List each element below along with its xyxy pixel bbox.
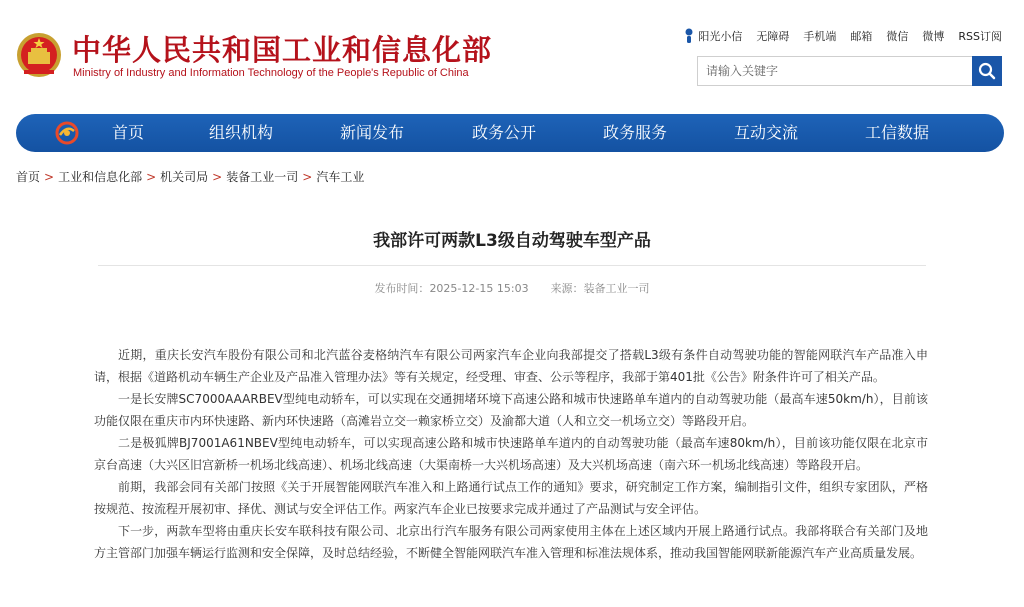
top-link-mail[interactable]: 邮箱: [850, 30, 873, 43]
breadcrumb-auto-industry[interactable]: 汽车工业: [316, 170, 365, 184]
site-logo-subtitle[interactable]: Ministry of Industry and Information Technology of the People's Republic of China: [73, 67, 469, 79]
nav-item-government-affairs[interactable]: 政务公开: [472, 123, 537, 142]
search-input[interactable]: [697, 56, 973, 86]
nav-item-interaction[interactable]: 互动交流: [734, 123, 799, 142]
breadcrumb-ministry[interactable]: 工业和信息化部: [58, 170, 143, 184]
breadcrumb-separator: >: [212, 170, 223, 184]
top-link-weibo[interactable]: 微博: [922, 30, 945, 43]
breadcrumb-separator: >: [44, 170, 55, 184]
top-links: [684, 28, 1002, 44]
article-paragraph: 一是长安牌SC7000AAARBEV型纯电动轿车，可以实现在交通拥堵环境下高速公路和城市快速路单车道内的自动驾驶功能（最高车速50km/h），目前该功能仅限在重庆市内环快速路、新内环快速路（高滩岩立交一赖家桥立交）及渝都大道（人和立交一机场立交）等路段开启。: [94, 392, 928, 428]
article-meta: [0, 280, 1024, 296]
breadcrumb-separator: >: [302, 170, 313, 184]
publish-time: 2025-12-15 15:03: [429, 282, 529, 295]
breadcrumb-separator: >: [146, 170, 157, 184]
article-title: 我部许可两款L3级自动驾驶车型产品: [373, 231, 651, 251]
nav-item-organization[interactable]: 组织机构: [209, 123, 274, 142]
article-body: [94, 344, 928, 564]
article-paragraph: 近期，重庆长安汽车股份有限公司和北汽蓝谷麦格纳汽车有限公司两家汽车企业向我部提交了搭载L3级有条件自动驾驶功能的智能网联汽车产品准入申请，根据《道路机动车辆生产企业及产品准入管理办法》等有关规定，经受理、审查、公示等程序，我部于第401批《公告》附条件许可了相关产品。: [94, 348, 928, 384]
breadcrumb-equipment-dept[interactable]: 装备工业一司: [226, 170, 299, 184]
article-paragraph: 前期，我部会同有关部门按照《关于开展智能网联汽车准入和上路通行试点工作的通知》要求，研究制定工作方案，编制指引文件，组织专家团队，严格按规范、按流程开展初审、择优、测试与安全评估工作。两家汽车企业已按要求完成并通过了产品测试与安全评估。: [94, 480, 928, 516]
sunshine-mascot-icon: [684, 28, 694, 44]
breadcrumb-home[interactable]: 首页: [16, 170, 41, 184]
top-link-sunshine[interactable]: [684, 28, 742, 44]
article-paragraph: 下一步，两款车型将由重庆长安车联科技有限公司、北京出行汽车服务有限公司两家使用主体在上述区域内开展上路通行试点。我部将联合有关部门及地方主管部门加强车辆运行监测和安全保障，及时总结经验，不断健全智能网联汽车准入管理和标准法规体系，推动我国智能网联新能源汽车产业高质量发展。: [94, 524, 928, 560]
source-value: 装备工业一司: [583, 282, 650, 295]
top-link-wechat[interactable]: 微信: [886, 30, 909, 43]
breadcrumb: [16, 168, 364, 185]
main-nav: [16, 114, 1004, 152]
site-logo-title[interactable]: 中华人民共和国工业和信息化部: [72, 33, 493, 67]
top-link-rss[interactable]: RSS订阅: [958, 30, 1002, 43]
title-divider: [98, 265, 926, 266]
publish-label: 发布时间：: [374, 282, 430, 295]
search-button[interactable]: [972, 56, 1002, 86]
national-emblem-icon: [16, 30, 62, 80]
article-paragraph: 二是极狐牌BJ7001A61NBEV型纯电动轿车，可以实现高速公路和城市快速路单车道内的自动驾驶功能（最高车速80km/h），目前该功能仅限在北京市京台高速（大兴区旧宫新桥一机场北线高速）、机场北线高速（大渠南桥一大兴机场高速）及大兴机场高速（南六环一机场北线高速）等路段开启。: [94, 436, 928, 472]
site-header: [0, 0, 1024, 110]
nav-item-data[interactable]: 工信数据: [865, 123, 930, 142]
miit-logo-icon: [54, 121, 80, 145]
top-link-label: 阳光小信: [698, 30, 743, 43]
nav-item-home[interactable]: 首页: [112, 123, 145, 142]
nav-item-services[interactable]: 政务服务: [603, 123, 668, 142]
top-link-mobile[interactable]: 手机端: [803, 30, 837, 43]
source-label: 来源：: [550, 282, 584, 295]
breadcrumb-departments[interactable]: 机关司局: [160, 170, 209, 184]
top-link-accessibility[interactable]: 无障碍: [756, 30, 790, 43]
search-icon: [978, 62, 996, 80]
nav-item-news[interactable]: 新闻发布: [340, 123, 405, 142]
